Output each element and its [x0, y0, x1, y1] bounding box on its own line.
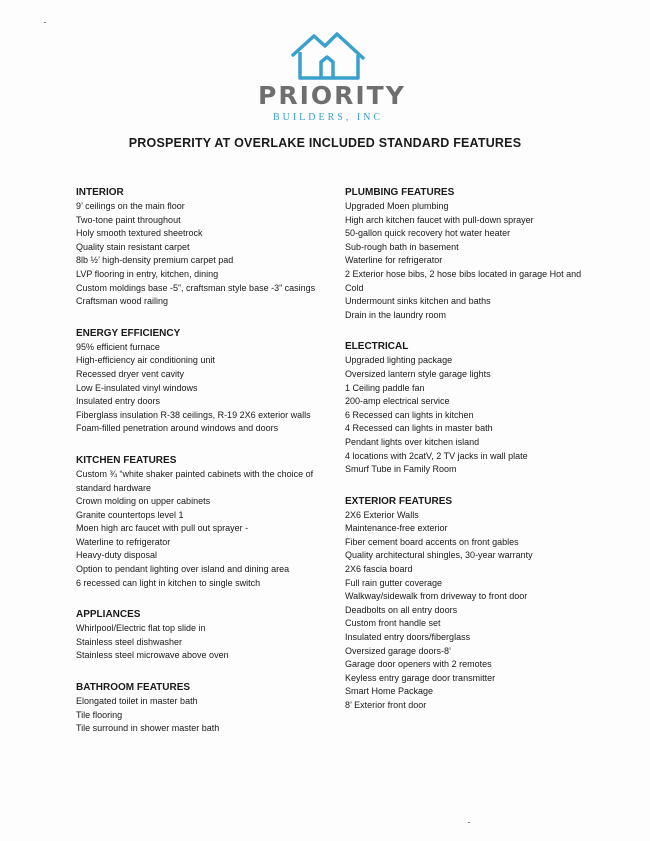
- feature-list: [345, 354, 585, 476]
- feature-item: Full rain gutter coverage: [345, 577, 443, 588]
- feature-item: Option to pendant lighting over island and dining area: [76, 564, 290, 575]
- feature-item: Whirlpool/Electric flat top slide in: [76, 623, 206, 634]
- feature-item: High arch kitchen faucet with pull-down sprayer: [345, 214, 534, 225]
- left-column: [76, 186, 316, 754]
- feature-list: [76, 341, 316, 436]
- section-bathroom-features: [76, 681, 316, 736]
- feature-item: 2X6 Exterior Walls: [345, 509, 419, 520]
- brand-subtitle: BUILDERS, INC: [272, 112, 384, 123]
- brand-name: PRIORITY: [258, 81, 406, 110]
- feature-item: Custom ¾ “white shaker painted cabinets with the choice of standard hardware: [76, 468, 314, 493]
- feature-list: [345, 509, 585, 713]
- feature-item: 8lb ½’ high-density premium carpet pad: [76, 255, 234, 266]
- feature-item: Smart Home Package: [345, 686, 434, 697]
- feature-item: Elongated toilet in master bath: [76, 696, 198, 707]
- page-title: PROSPERITY AT OVERLAKE INCLUDED STANDARD FEATURES: [128, 136, 522, 150]
- feature-item: Moen high arc faucet with pull out sprayer -: [76, 523, 249, 534]
- feature-item: 2 Exterior hose bibs, 2 hose bibs located in garage Hot and Cold: [345, 268, 582, 293]
- feature-item: Crown molding on upper cabinets: [76, 496, 211, 507]
- feature-item: Recessed dryer vent cavity: [76, 368, 185, 379]
- section-interior: [76, 186, 316, 309]
- feature-item: Stainless steel microwave above oven: [76, 650, 229, 661]
- feature-item: Granite countertops level 1: [76, 509, 184, 520]
- feature-item: Heavy-duty disposal: [76, 550, 158, 561]
- feature-item: Quality architectural shingles, 30-year warranty: [345, 550, 533, 561]
- feature-item: 6 recessed can light in kitchen to single switch: [76, 577, 261, 588]
- feature-item: 9’ ceilings on the main floor: [76, 201, 185, 211]
- feature-list: [345, 200, 585, 322]
- feature-item: Low E-insulated vinyl windows: [76, 382, 198, 393]
- feature-item: 8’ Exterior front door: [345, 700, 427, 710]
- feature-item: 4 Recessed can lights in master bath: [345, 423, 493, 434]
- section-kitchen-features: [76, 454, 316, 590]
- feature-item: Craftsman wood railing: [76, 296, 169, 307]
- feature-item: 95% efficient furnace: [76, 341, 160, 352]
- right-column: [345, 186, 585, 731]
- section-heading: EXTERIOR FEATURES: [345, 495, 453, 507]
- feature-item: Insulated entry doors/fiberglass: [345, 632, 471, 643]
- feature-item: Walkway/sidewalk from driveway to front door: [345, 591, 528, 602]
- feature-item: Custom front handle set: [345, 618, 441, 629]
- feature-item: Stainless steel dishwasher: [76, 636, 183, 647]
- feature-item: Smurf Tube in Family Room: [345, 464, 457, 475]
- section-heading: ELECTRICAL: [345, 341, 409, 353]
- feature-item: 2X6 fascia board: [345, 564, 413, 575]
- feature-item: Tile surround in shower master bath: [76, 723, 220, 734]
- feature-item: High-efficiency air conditioning unit: [76, 355, 215, 366]
- section-energy-efficiency: [76, 327, 316, 436]
- section-heading: PLUMBING FEATURES: [345, 187, 455, 198]
- feature-list: [76, 468, 316, 590]
- feature-item: Holy smooth textured sheetrock: [76, 228, 203, 239]
- feature-item: Upgraded lighting package: [345, 355, 453, 366]
- feature-item: Upgraded Moen plumbing: [345, 201, 449, 211]
- feature-list: [76, 200, 316, 309]
- feature-item: Garage door openers with 2 remotes: [345, 659, 492, 670]
- feature-list: [76, 622, 316, 663]
- section-heading: APPLIANCES: [76, 609, 141, 621]
- section-heading: BATHROOM FEATURES: [76, 682, 191, 694]
- feature-item: Pendant lights over kitchen island: [345, 436, 480, 447]
- feature-item: Sub-rough bath in basement: [345, 241, 459, 252]
- section-electrical: [345, 340, 585, 476]
- feature-item: 1 Ceiling paddle fan: [345, 382, 425, 393]
- feature-item: Keyless entry garage door transmitter: [345, 672, 496, 683]
- feature-item: LVP flooring in entry, kitchen, dining: [76, 268, 219, 279]
- feature-item: 50-gallon quick recovery hot water heater: [345, 228, 511, 239]
- section-appliances: [76, 608, 316, 663]
- feature-item: Fiber cement board accents on front gables: [345, 536, 519, 547]
- feature-item: Tile flooring: [76, 709, 123, 720]
- feature-item: Foam-filled penetration around windows and doors: [76, 423, 279, 434]
- feature-list: [76, 695, 316, 736]
- feature-item: 4 locations with 2catV, 2 TV jacks in wall plate: [345, 450, 528, 461]
- feature-item: 6 Recessed can lights in kitchen: [345, 409, 474, 420]
- section-heading: ENERGY EFFICIENCY: [76, 327, 181, 339]
- feature-item: Undermount sinks kitchen and baths: [345, 296, 491, 307]
- feature-item: Waterline to refrigerator: [76, 536, 171, 547]
- section-plumbing-features: [345, 186, 585, 322]
- house-logo-icon: [290, 32, 366, 80]
- feature-item: Fiberglass insulation R-38 ceilings, R-19 2X6 exterior walls: [76, 409, 311, 420]
- feature-item: Insulated entry doors: [76, 396, 161, 407]
- feature-item: Drain in the laundry room: [345, 309, 447, 320]
- section-heading: KITCHEN FEATURES: [76, 454, 177, 466]
- feature-item: Oversized lantern style garage lights: [345, 368, 491, 379]
- feature-item: Oversized garage doors-8’: [345, 645, 452, 656]
- section-exterior-features: [345, 495, 585, 713]
- scan-speck: [468, 822, 470, 823]
- feature-item: Maintenance-free exterior: [345, 523, 448, 534]
- scan-speck: [44, 22, 46, 23]
- feature-item: Deadbolts on all entry doors: [345, 604, 458, 615]
- feature-item: Custom moldings base -5”, craftsman style base -3” casings: [76, 282, 316, 293]
- feature-item: Two-tone paint throughout: [76, 214, 181, 225]
- section-heading: INTERIOR: [76, 187, 124, 198]
- feature-item: 200-amp electrical service: [345, 396, 450, 407]
- feature-item: Quality stain resistant carpet: [76, 241, 190, 252]
- feature-item: Waterline for refrigerator: [345, 255, 443, 266]
